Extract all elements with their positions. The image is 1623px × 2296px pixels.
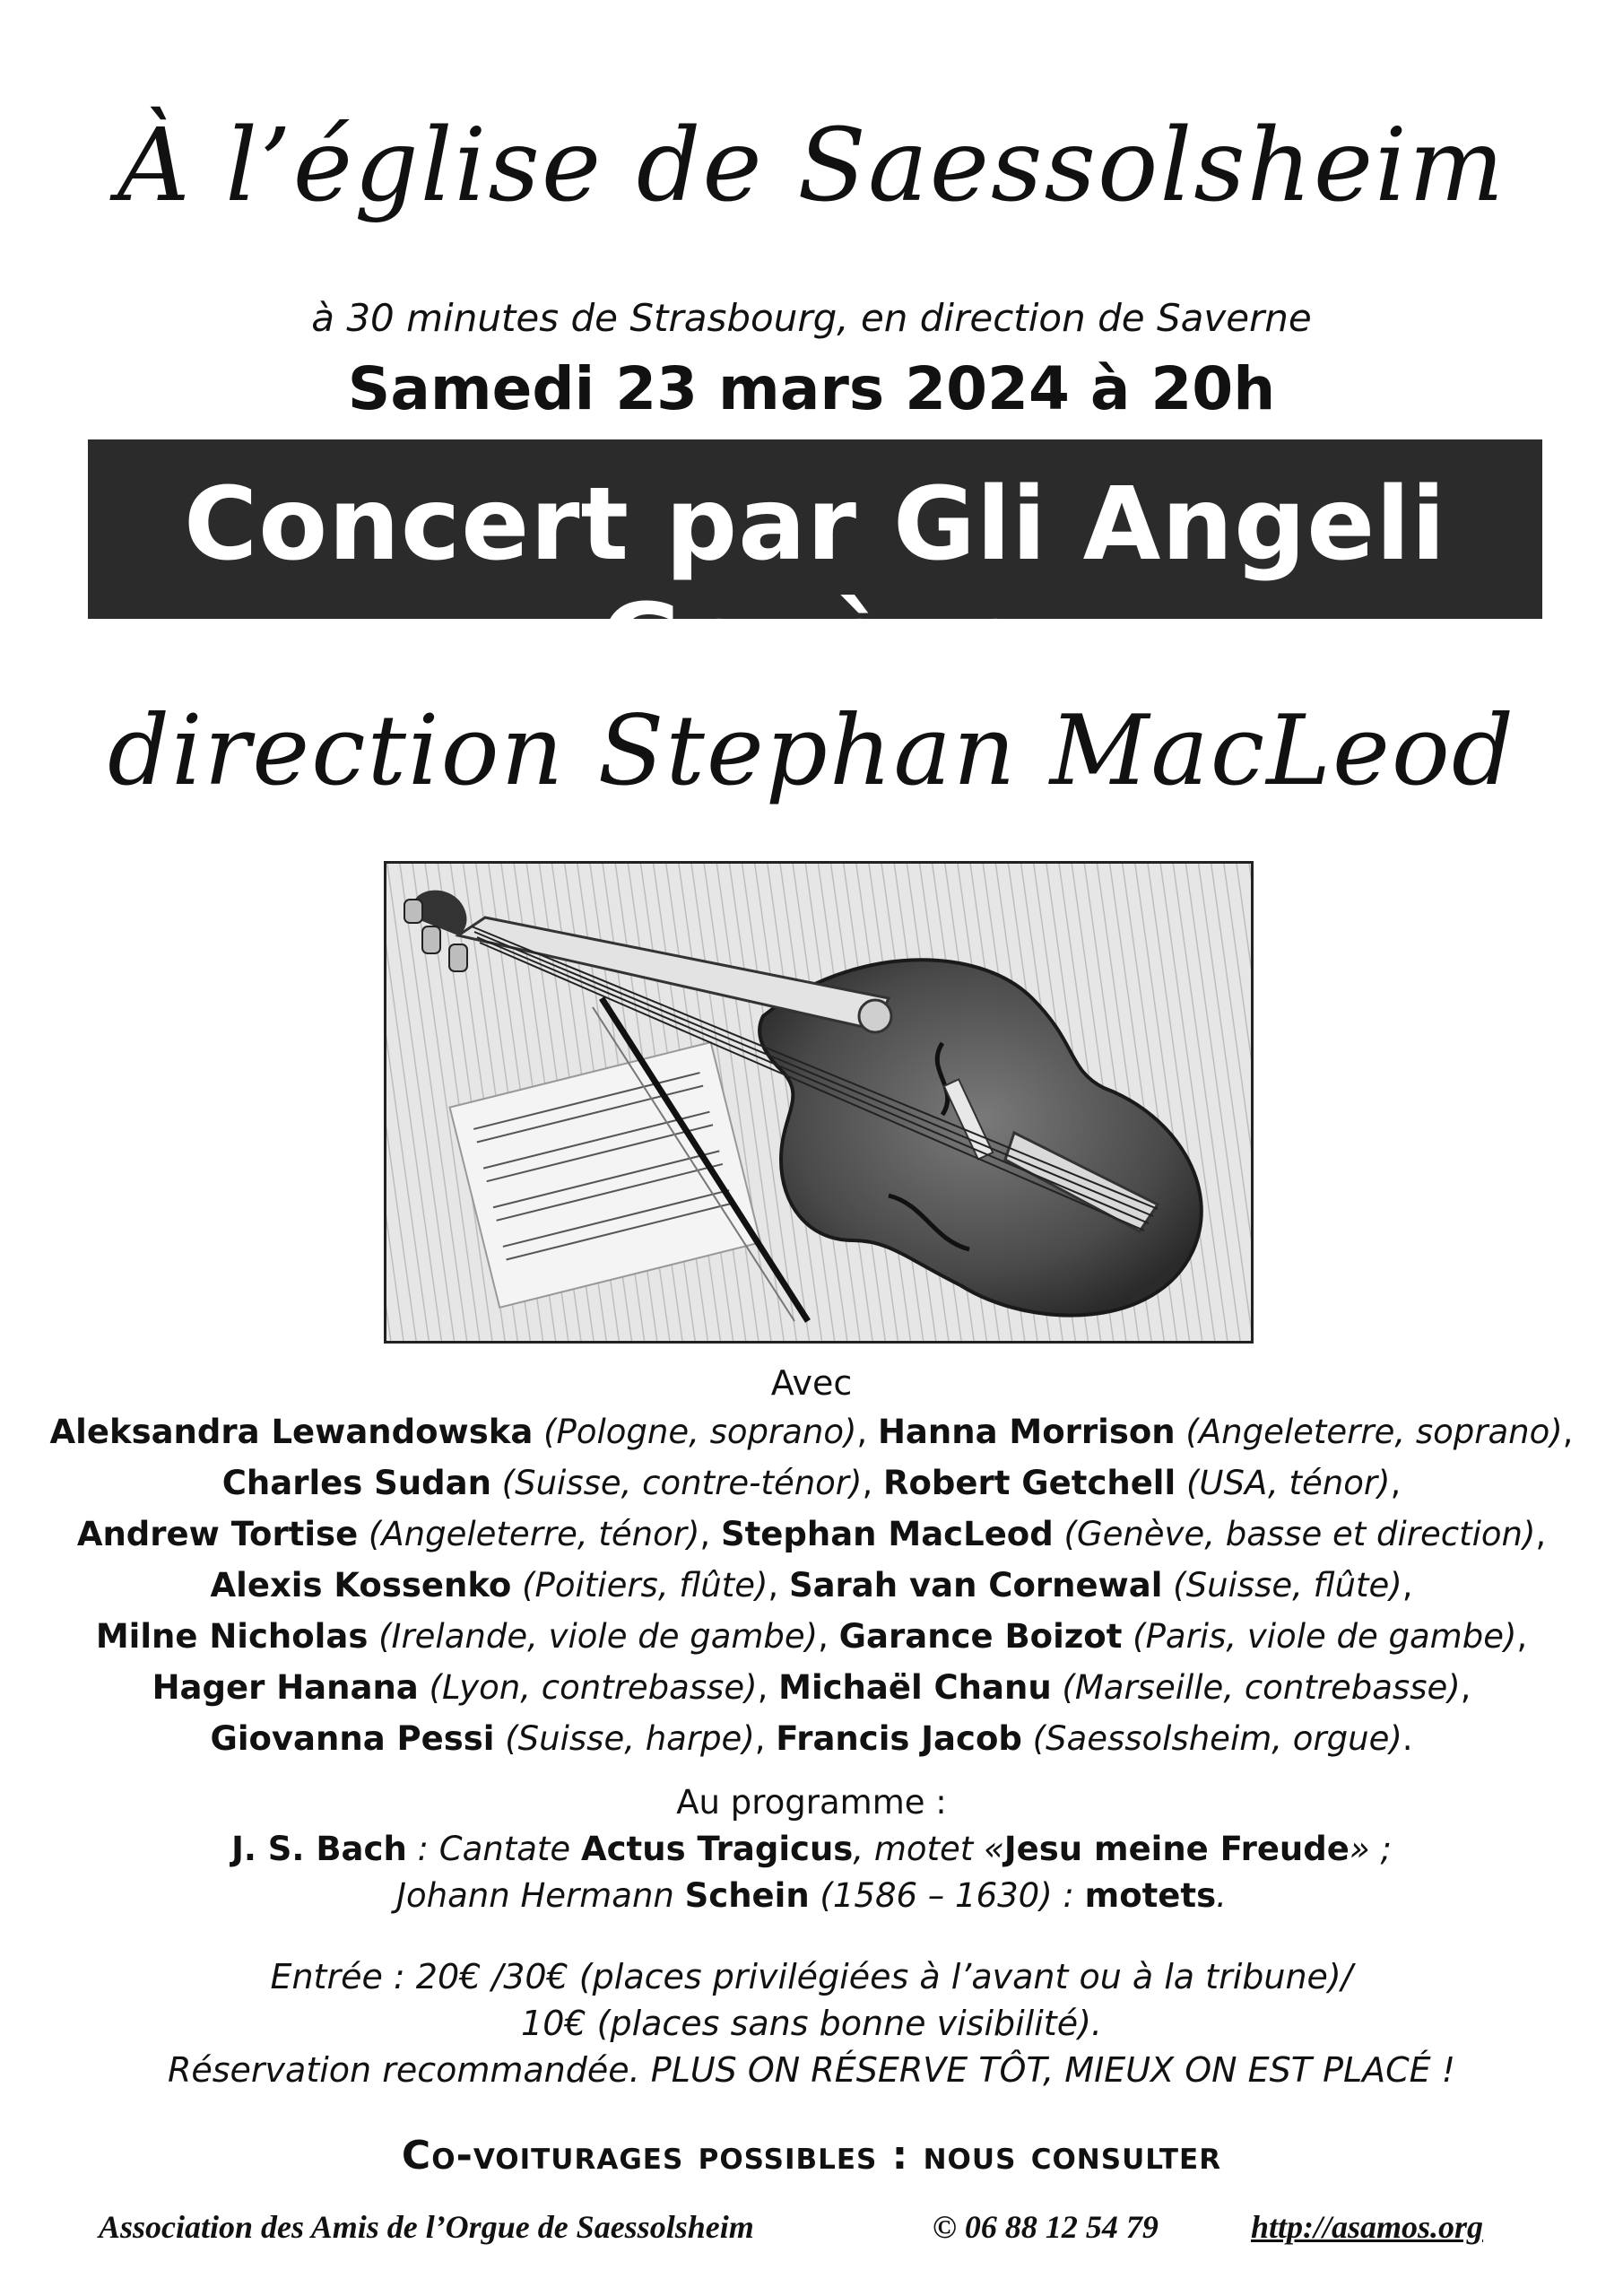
- performer-detail: (Lyon, contrebasse): [418, 1668, 758, 1707]
- concert-date: Samedi 23 mars 2024 à 20h: [347, 354, 1276, 423]
- performer-name: Francis Jacob: [776, 1719, 1022, 1758]
- performer-name: Sarah van Cornewal: [788, 1566, 1163, 1605]
- performer-detail: (Suisse, contre-ténor): [490, 1464, 863, 1502]
- performer-line: [0, 1406, 1623, 1457]
- reservation-note: Réservation recommandée. PLUS ON RÉSERVE TÔT, MIEUX ON EST PLACÉ !: [167, 2050, 1456, 2090]
- performer-detail: (Suisse, harpe): [494, 1719, 755, 1758]
- program-text: : Cantate: [406, 1830, 581, 1868]
- phone-number: © 06 88 12 54 79: [933, 2209, 1159, 2245]
- performer-name: Aleksandra Lewandowska: [49, 1413, 534, 1451]
- performer-detail: (Angeleterre, ténor): [358, 1515, 700, 1553]
- performer-separator: ,: [1516, 1617, 1528, 1656]
- performer-separator: ,: [1535, 1515, 1547, 1553]
- performer-detail: (Poitiers, flûte): [511, 1566, 768, 1605]
- composer-bach: J. S. Bach: [231, 1830, 407, 1868]
- performer-separator: ,: [699, 1515, 721, 1553]
- performer-separator: ,: [1390, 1464, 1402, 1502]
- concert-title: Concert par Gli Angeli Genève: [184, 466, 1446, 700]
- composer-schein: Schein: [684, 1876, 810, 1915]
- performer-name: Charles Sudan: [221, 1464, 491, 1502]
- performer-separator: ,: [1402, 1566, 1413, 1605]
- performer-name: Garance Boizot: [838, 1617, 1123, 1656]
- performer-detail: (Irelande, viole de gambe): [368, 1617, 819, 1656]
- title-banner: [88, 439, 1542, 700]
- price-info: [0, 1953, 1623, 2093]
- program-text: » ;: [1349, 1830, 1392, 1868]
- performer-line: [0, 1457, 1623, 1509]
- performer-name: Robert Getchell: [882, 1464, 1176, 1502]
- performer-detail: (Paris, viole de gambe): [1122, 1617, 1517, 1656]
- work-jesu-meine-freude: Jesu meine Freude: [1003, 1830, 1350, 1868]
- performer-detail: (Pologne, soprano): [533, 1413, 857, 1451]
- price-line-1: Entrée : 20€ /30€ (places privilégiées à l’avant ou à la tribune)/: [270, 1957, 1353, 1996]
- performers-heading: Avec: [770, 1363, 853, 1403]
- performer-separator: ,: [754, 1719, 777, 1758]
- performer-detail: (Suisse, flûte): [1162, 1566, 1402, 1605]
- performer-name: Andrew Tortise: [76, 1515, 359, 1553]
- performer-separator: ,: [856, 1413, 878, 1451]
- performer-name: Stephan MacLeod: [720, 1515, 1054, 1553]
- performer-separator: .: [1402, 1719, 1413, 1758]
- performer-separator: ,: [818, 1617, 839, 1656]
- performer-name: Alexis Kossenko: [210, 1566, 512, 1605]
- venue-subtitle: à 30 minutes de Strasbourg, en direction de Saverne: [311, 296, 1312, 340]
- performer-name: Hanna Morrison: [877, 1413, 1176, 1451]
- performer-line: [0, 1560, 1623, 1611]
- performer-detail: (Saessolsheim, orgue): [1021, 1719, 1402, 1758]
- performer-detail: (Genève, basse et direction): [1053, 1515, 1536, 1553]
- performer-separator: ,: [1460, 1668, 1471, 1707]
- program-heading: Au programme :: [676, 1783, 947, 1822]
- director-line: direction Stephan MacLeod: [107, 695, 1516, 807]
- program-line-1: [0, 1826, 1623, 1873]
- website-link[interactable]: http://asamos.org: [1251, 2209, 1484, 2245]
- program-text: Johann Hermann: [396, 1876, 685, 1915]
- instrument-illustration: [386, 864, 1251, 1341]
- performer-detail: (Marseille, contrebasse): [1051, 1668, 1461, 1707]
- association-name: Association des Amis de l’Orgue de Saessolsheim: [99, 2209, 754, 2245]
- viola-da-gamba-photo: [384, 861, 1254, 1344]
- program-text: .: [1216, 1876, 1227, 1915]
- work-motets: motets: [1084, 1876, 1217, 1915]
- performers-list: [0, 1406, 1623, 1764]
- performer-name: Giovanna Pessi: [210, 1719, 495, 1758]
- program-line-2: [0, 1873, 1623, 1919]
- venue-heading: À l’église de Saessolsheim: [117, 108, 1506, 224]
- work-actus-tragicus: Actus Tragicus: [580, 1830, 854, 1868]
- performer-detail: (Angeleterre, soprano): [1175, 1413, 1563, 1451]
- program-text: , motet «: [853, 1830, 1004, 1868]
- program-lines: [0, 1826, 1623, 1919]
- carpool-note: Co-voiturages possibles : nous consulter: [401, 2133, 1222, 2179]
- performer-name: Hager Hanana: [152, 1668, 419, 1707]
- performer-line: [0, 1713, 1623, 1764]
- performer-separator: ,: [768, 1566, 789, 1605]
- program-text: (1586 – 1630) :: [809, 1876, 1085, 1915]
- performer-line: [0, 1662, 1623, 1713]
- performer-separator: ,: [757, 1668, 779, 1707]
- performer-detail: (USA, ténor): [1176, 1464, 1391, 1502]
- performer-separator: ,: [1562, 1413, 1574, 1451]
- price-line-2: 10€ (places sans bonne visibilité).: [521, 2004, 1102, 2043]
- performer-line: [0, 1611, 1623, 1662]
- performer-name: Milne Nicholas: [95, 1617, 369, 1656]
- performer-line: [0, 1509, 1623, 1560]
- performer-separator: ,: [862, 1464, 883, 1502]
- performer-name: Michaël Chanu: [778, 1668, 1052, 1707]
